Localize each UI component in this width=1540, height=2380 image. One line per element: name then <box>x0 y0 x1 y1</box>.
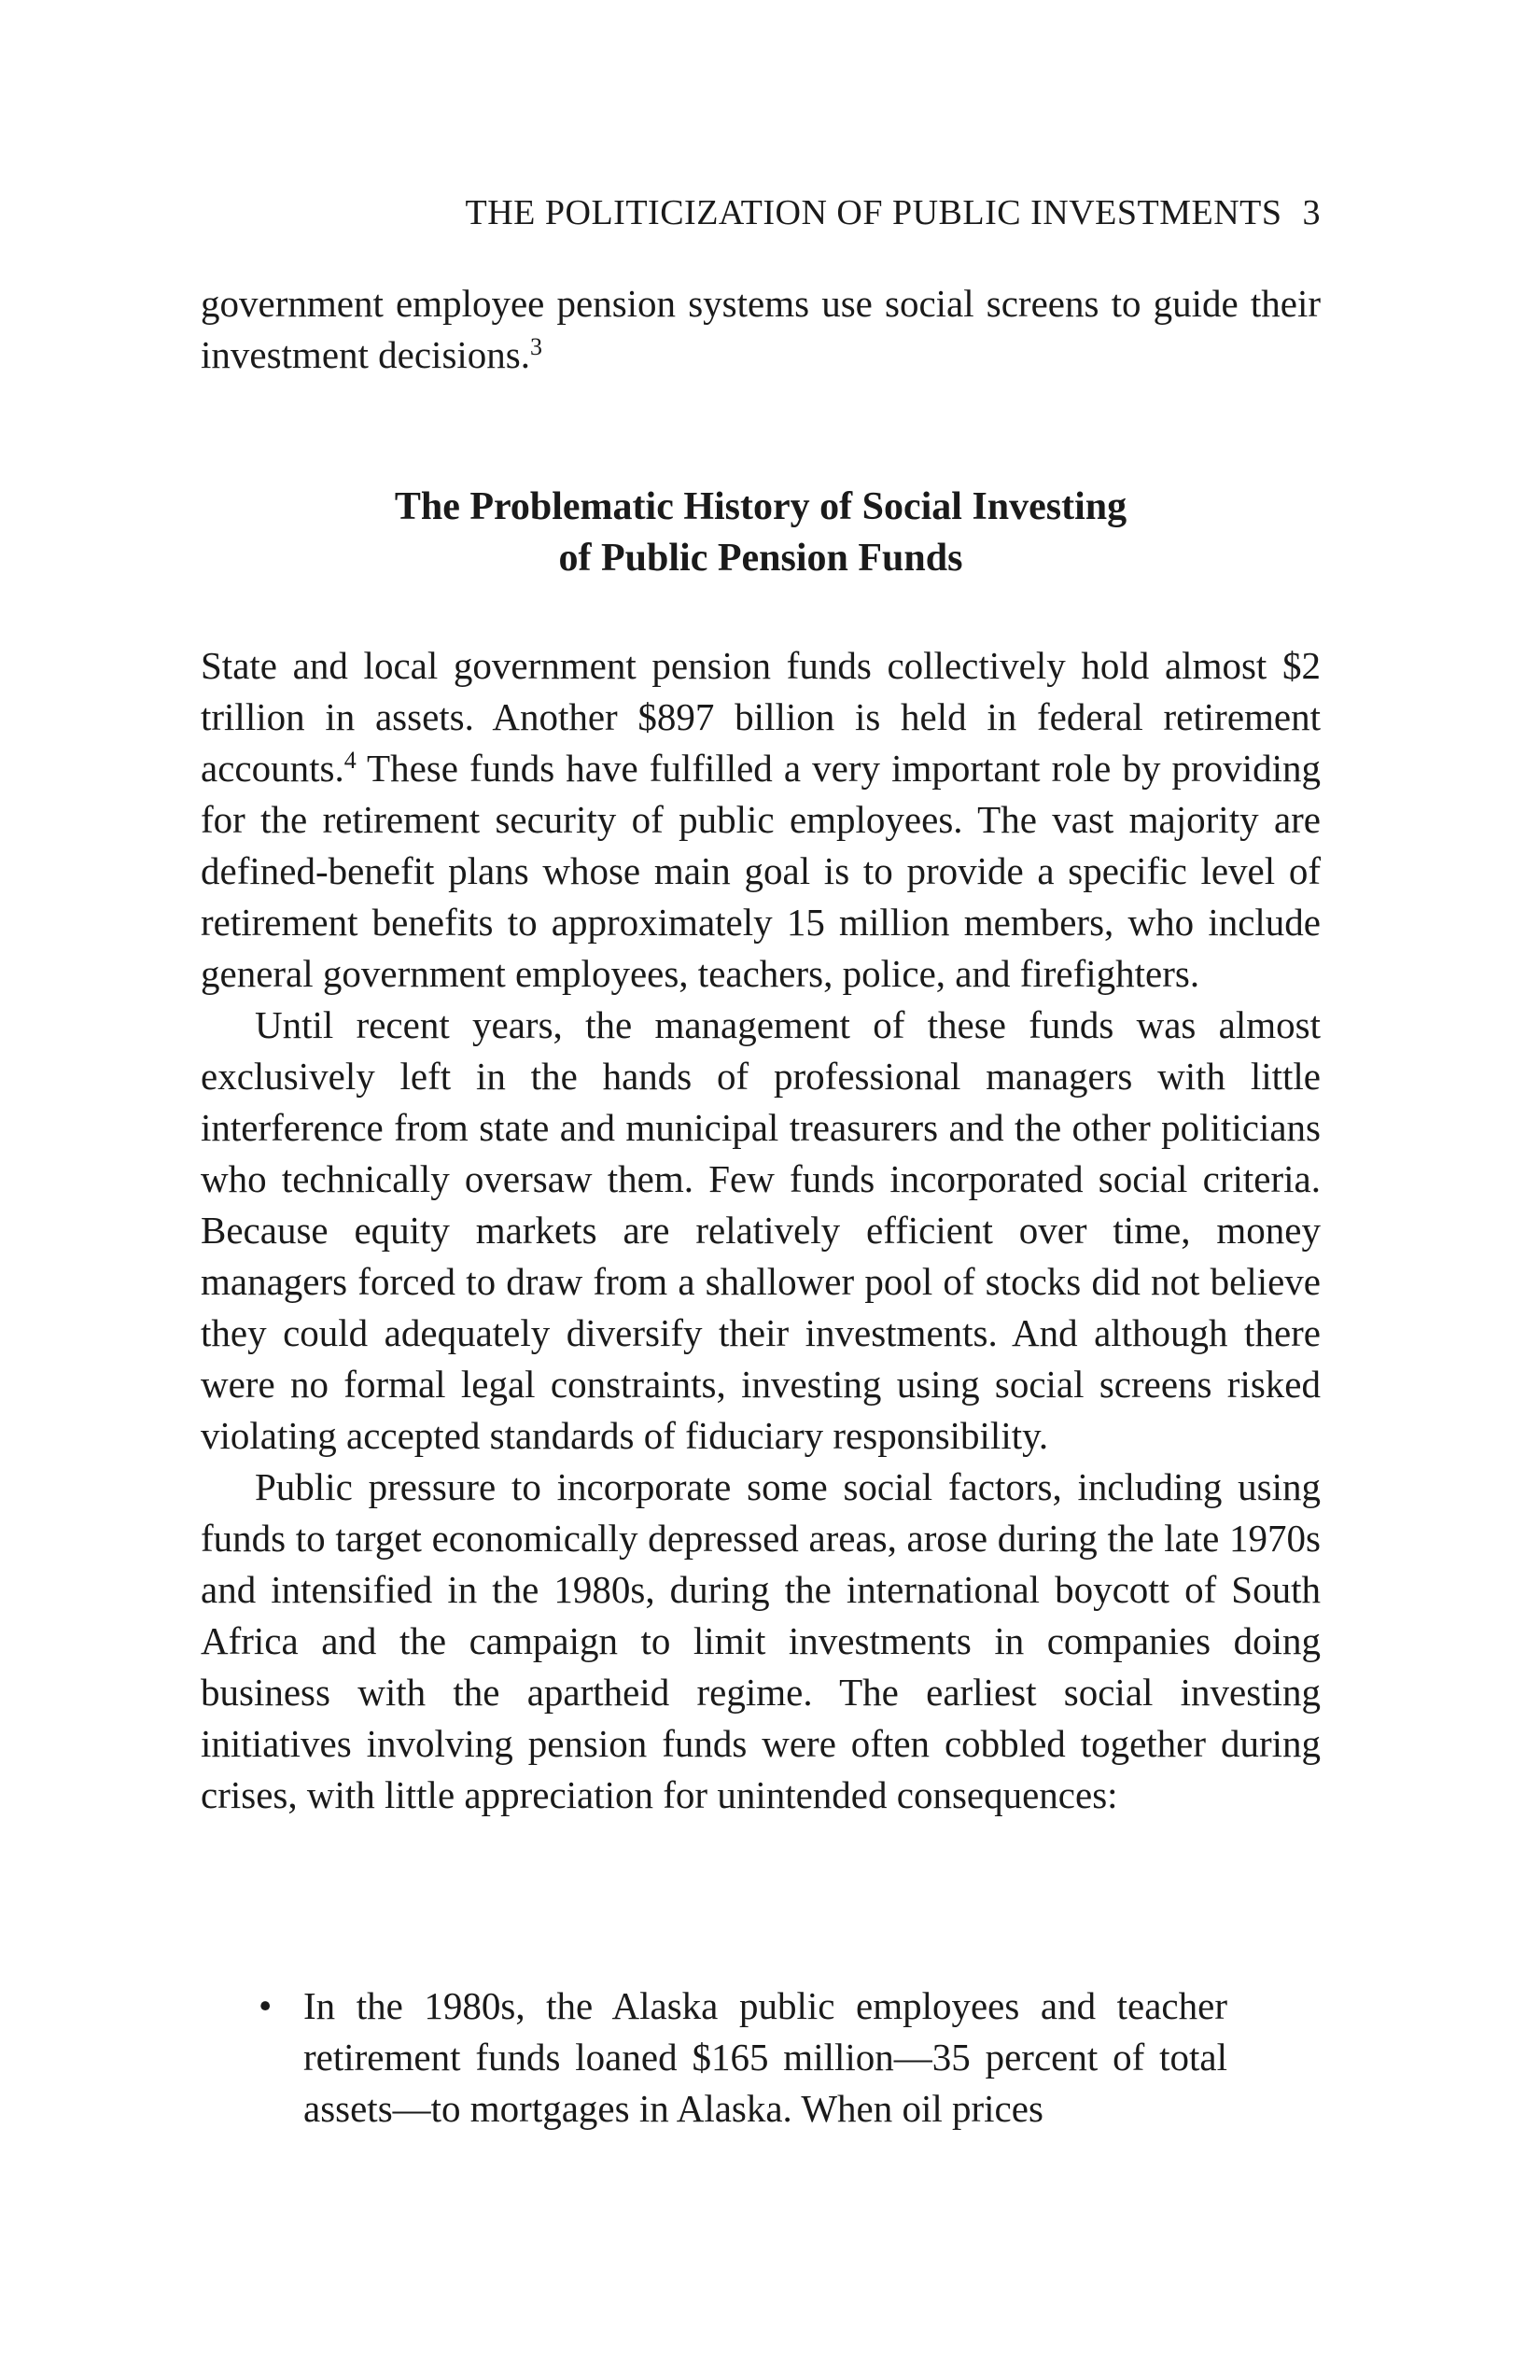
bullet-icon: • <box>259 1984 273 2027</box>
list-item-text: In the 1980s, the Alaska public employees and teacher retirement funds loaned $165 million—35 percent of total assets—to mortgages in Alaska. When oil prices <box>303 1984 1227 2130</box>
section-heading-line-2: of Public Pension Funds <box>558 537 963 580</box>
paragraph-1 <box>201 640 1321 1000</box>
bullet-list <box>247 1981 1227 2135</box>
paragraph-1-part-2: These funds have fulfilled a very important role by providing for the retirement security of public employees. The vast majority are defined-benefit plans whose main goal is to provide a specific level of retirement benefits to approximately 15 million members, who include general government employees, teachers, police, and firefighters. <box>201 747 1321 995</box>
body-text <box>201 640 1321 1821</box>
paragraph-1-part-1: State and local government pension funds collectively hold almost $2 trillion in assets. Another $897 billion is held in federal retirement accounts. <box>201 644 1321 790</box>
running-head <box>201 191 1321 234</box>
list-item <box>247 1981 1227 2135</box>
paragraph-3: Public pressure to incorporate some social factors, including using funds to target economically depressed areas, arose during the late 1970s and intensified in the 1980s, during the international boycott of South Africa and the campaign to limit investments in companies doing business with the apartheid regime. The earliest social investing initiatives involving pension funds were often cobbled together during crises, with little appreciation for unintended consequences: <box>201 1465 1321 1816</box>
section-heading-line-1: The Problematic History of Social Investing <box>394 485 1127 528</box>
page-number: 3 <box>1302 193 1321 232</box>
footnote-ref-3: 3 <box>530 333 543 360</box>
section-heading <box>201 482 1321 584</box>
paragraph-2: Until recent years, the management of these funds was almost exclusively left in the hands of professional managers with little interference from state and municipal treasurers and the other politicians who technically oversaw them. Few funds incorporated social criteria. Because equity markets are relatively efficient over time, money managers forced to draw from a shallower pool of stocks did not believe they could adequately diversify their investments. And although there were no formal legal constraints, investing using social screens risked violating accepted standards of fiduciary responsibility. <box>201 1003 1321 1457</box>
intro-paragraph <box>201 278 1321 381</box>
intro-text: government employee pension systems use social screens to guide their investment decisions. <box>201 282 1321 376</box>
running-head-title: THE POLITICIZATION OF PUBLIC INVESTMENTS <box>465 193 1282 232</box>
footnote-ref-4: 4 <box>343 747 357 774</box>
